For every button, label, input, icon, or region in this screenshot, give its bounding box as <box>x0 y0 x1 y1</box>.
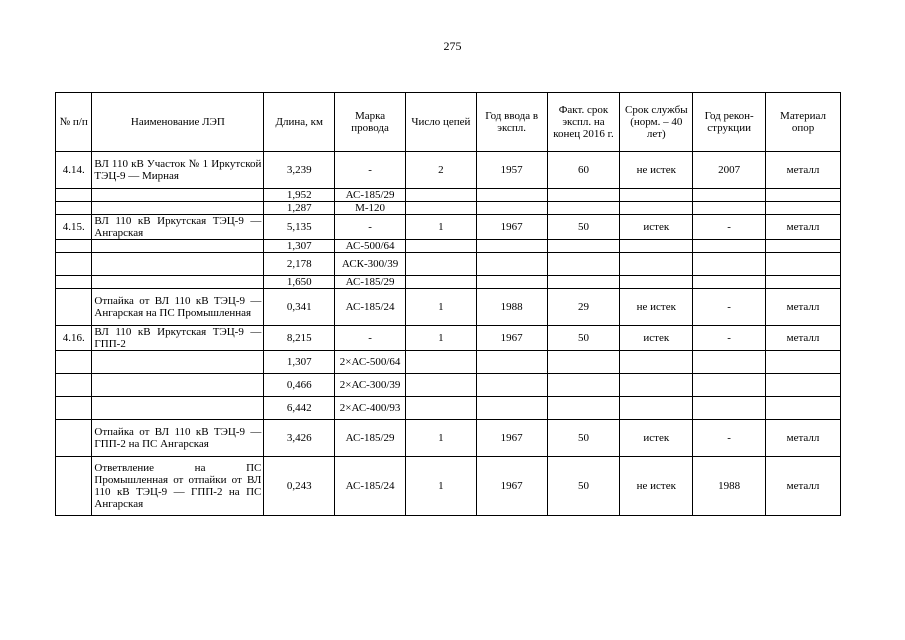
table-header-row <box>56 93 841 152</box>
cell-actual-service <box>547 374 620 397</box>
cell-wire-grade: - <box>335 152 406 189</box>
cell-number <box>56 420 92 457</box>
cell-actual-service <box>547 276 620 289</box>
cell-service-life <box>620 276 693 289</box>
power-lines-table <box>55 92 841 516</box>
cell-wire-grade: АС-185/29 <box>335 420 406 457</box>
cell-length: 3,426 <box>264 420 335 457</box>
cell-reconstruction-year <box>693 374 766 397</box>
table-row <box>56 289 841 326</box>
cell-line-name: Отпайка от ВЛ 110 кВ ТЭЦ-9 — ГПП-2 на ПС Ангарская <box>92 420 264 457</box>
cell-number <box>56 240 92 253</box>
cell-line-name <box>92 374 264 397</box>
cell-wire-grade: - <box>335 326 406 351</box>
cell-line-name: ВЛ 110 кВ Участок № 1 Иркутской ТЭЦ-9 — Мирная <box>92 152 264 189</box>
table-row <box>56 276 841 289</box>
cell-year-commissioned <box>476 351 547 374</box>
cell-length: 0,243 <box>264 457 335 516</box>
cell-reconstruction-year <box>693 397 766 420</box>
cell-actual-service: 50 <box>547 215 620 240</box>
cell-length: 1,650 <box>264 276 335 289</box>
cell-actual-service <box>547 240 620 253</box>
cell-actual-service <box>547 189 620 202</box>
header-year-commissioned: Год ввода в экспл. <box>476 93 547 152</box>
cell-service-life <box>620 374 693 397</box>
cell-support-material: металл <box>766 152 841 189</box>
cell-service-life <box>620 253 693 276</box>
cell-line-name <box>92 276 264 289</box>
cell-service-life: не истек <box>620 289 693 326</box>
cell-support-material <box>766 240 841 253</box>
cell-number <box>56 374 92 397</box>
table-row <box>56 240 841 253</box>
cell-length: 1,287 <box>264 202 335 215</box>
header-line-name: Наименование ЛЭП <box>92 93 264 152</box>
cell-line-name: Отпайка от ВЛ 110 кВ ТЭЦ-9 — Ангарская на ПС Промышленная <box>92 289 264 326</box>
cell-length: 1,952 <box>264 189 335 202</box>
cell-number <box>56 202 92 215</box>
cell-number <box>56 351 92 374</box>
cell-service-life: истек <box>620 215 693 240</box>
cell-line-name: Ответвление на ПС Промышленная от отпайки от ВЛ 110 кВ ТЭЦ-9 — ГПП-2 на ПС Ангарская <box>92 457 264 516</box>
table-row <box>56 189 841 202</box>
cell-wire-grade: АС-185/29 <box>335 189 406 202</box>
cell-year-commissioned: 1988 <box>476 289 547 326</box>
cell-number <box>56 457 92 516</box>
cell-circuits: 1 <box>405 457 476 516</box>
cell-length: 0,466 <box>264 374 335 397</box>
cell-reconstruction-year <box>693 202 766 215</box>
table-row <box>56 253 841 276</box>
cell-support-material: металл <box>766 326 841 351</box>
cell-line-name <box>92 351 264 374</box>
cell-circuits <box>405 240 476 253</box>
cell-support-material: металл <box>766 215 841 240</box>
cell-circuits: 2 <box>405 152 476 189</box>
cell-reconstruction-year <box>693 189 766 202</box>
cell-actual-service: 29 <box>547 289 620 326</box>
header-circuits: Число цепей <box>405 93 476 152</box>
cell-service-life <box>620 202 693 215</box>
cell-circuits: 1 <box>405 420 476 457</box>
cell-wire-grade: АС-500/64 <box>335 240 406 253</box>
cell-reconstruction-year <box>693 240 766 253</box>
cell-line-name <box>92 202 264 215</box>
table-row <box>56 374 841 397</box>
cell-circuits <box>405 189 476 202</box>
page-number: 275 <box>443 39 462 53</box>
cell-length: 3,239 <box>264 152 335 189</box>
cell-year-commissioned <box>476 276 547 289</box>
cell-year-commissioned: 1967 <box>476 326 547 351</box>
table-row <box>56 420 841 457</box>
cell-reconstruction-year: - <box>693 289 766 326</box>
cell-line-name <box>92 397 264 420</box>
cell-circuits <box>405 397 476 420</box>
table-row <box>56 351 841 374</box>
cell-year-commissioned: 1967 <box>476 457 547 516</box>
cell-service-life: не истек <box>620 457 693 516</box>
cell-year-commissioned <box>476 253 547 276</box>
cell-support-material: металл <box>766 457 841 516</box>
cell-actual-service: 50 <box>547 420 620 457</box>
table-row <box>56 215 841 240</box>
cell-reconstruction-year <box>693 253 766 276</box>
cell-wire-grade: АС-185/24 <box>335 289 406 326</box>
table-row <box>56 202 841 215</box>
header-reconstruction-year: Год рекон-струкции <box>693 93 766 152</box>
cell-service-life <box>620 397 693 420</box>
cell-support-material <box>766 276 841 289</box>
cell-service-life <box>620 240 693 253</box>
cell-circuits <box>405 202 476 215</box>
cell-year-commissioned <box>476 240 547 253</box>
cell-reconstruction-year: - <box>693 326 766 351</box>
cell-support-material <box>766 189 841 202</box>
cell-reconstruction-year: 2007 <box>693 152 766 189</box>
cell-service-life: истек <box>620 326 693 351</box>
cell-reconstruction-year: - <box>693 420 766 457</box>
cell-service-life: истек <box>620 420 693 457</box>
cell-actual-service <box>547 202 620 215</box>
cell-circuits: 1 <box>405 289 476 326</box>
cell-service-life: не истек <box>620 152 693 189</box>
header-service-life: Срок службы (норм. – 40 лет) <box>620 93 693 152</box>
cell-length: 8,215 <box>264 326 335 351</box>
cell-year-commissioned <box>476 189 547 202</box>
cell-circuits <box>405 374 476 397</box>
header-actual-service: Факт. срок экспл. на конец 2016 г. <box>547 93 620 152</box>
table-row <box>56 326 841 351</box>
cell-length: 1,307 <box>264 240 335 253</box>
cell-length: 6,442 <box>264 397 335 420</box>
header-length: Длина, км <box>264 93 335 152</box>
header-support-material: Материал опор <box>766 93 841 152</box>
table-body <box>56 152 841 516</box>
cell-circuits <box>405 351 476 374</box>
cell-reconstruction-year: - <box>693 215 766 240</box>
cell-actual-service <box>547 351 620 374</box>
table-row <box>56 457 841 516</box>
cell-line-name <box>92 253 264 276</box>
cell-reconstruction-year <box>693 276 766 289</box>
cell-actual-service <box>547 397 620 420</box>
cell-wire-grade: - <box>335 215 406 240</box>
cell-reconstruction-year <box>693 351 766 374</box>
cell-number: 4.15. <box>56 215 92 240</box>
cell-support-material <box>766 397 841 420</box>
cell-length: 2,178 <box>264 253 335 276</box>
cell-length: 5,135 <box>264 215 335 240</box>
cell-circuits: 1 <box>405 215 476 240</box>
cell-number <box>56 276 92 289</box>
cell-support-material: металл <box>766 420 841 457</box>
cell-line-name: ВЛ 110 кВ Иркутская ТЭЦ-9 — ГПП-2 <box>92 326 264 351</box>
cell-support-material: металл <box>766 289 841 326</box>
cell-year-commissioned <box>476 202 547 215</box>
cell-actual-service: 50 <box>547 326 620 351</box>
cell-actual-service <box>547 253 620 276</box>
cell-wire-grade: 2×АС-500/64 <box>335 351 406 374</box>
cell-actual-service: 60 <box>547 152 620 189</box>
cell-number: 4.16. <box>56 326 92 351</box>
cell-circuits <box>405 253 476 276</box>
cell-support-material <box>766 374 841 397</box>
cell-support-material <box>766 351 841 374</box>
cell-year-commissioned <box>476 374 547 397</box>
cell-line-name <box>92 189 264 202</box>
cell-line-name <box>92 240 264 253</box>
cell-wire-grade: 2×АС-300/39 <box>335 374 406 397</box>
cell-wire-grade: АС-185/29 <box>335 276 406 289</box>
cell-number <box>56 397 92 420</box>
cell-wire-grade: 2×АС-400/93 <box>335 397 406 420</box>
table-row <box>56 397 841 420</box>
table-row <box>56 152 841 189</box>
cell-support-material <box>766 202 841 215</box>
cell-number <box>56 289 92 326</box>
cell-wire-grade: АС-185/24 <box>335 457 406 516</box>
cell-wire-grade: М-120 <box>335 202 406 215</box>
cell-service-life <box>620 351 693 374</box>
cell-year-commissioned: 1967 <box>476 420 547 457</box>
cell-circuits: 1 <box>405 326 476 351</box>
cell-number <box>56 189 92 202</box>
cell-number: 4.14. <box>56 152 92 189</box>
cell-length: 1,307 <box>264 351 335 374</box>
cell-line-name: ВЛ 110 кВ Иркутская ТЭЦ-9 — Ангарская <box>92 215 264 240</box>
header-number: № п/п <box>56 93 92 152</box>
cell-length: 0,341 <box>264 289 335 326</box>
cell-wire-grade: АСК-300/39 <box>335 253 406 276</box>
cell-service-life <box>620 189 693 202</box>
header-wire-grade: Марка провода <box>335 93 406 152</box>
cell-year-commissioned: 1967 <box>476 215 547 240</box>
cell-year-commissioned <box>476 397 547 420</box>
cell-number <box>56 253 92 276</box>
cell-reconstruction-year: 1988 <box>693 457 766 516</box>
cell-circuits <box>405 276 476 289</box>
cell-actual-service: 50 <box>547 457 620 516</box>
cell-support-material <box>766 253 841 276</box>
cell-year-commissioned: 1957 <box>476 152 547 189</box>
